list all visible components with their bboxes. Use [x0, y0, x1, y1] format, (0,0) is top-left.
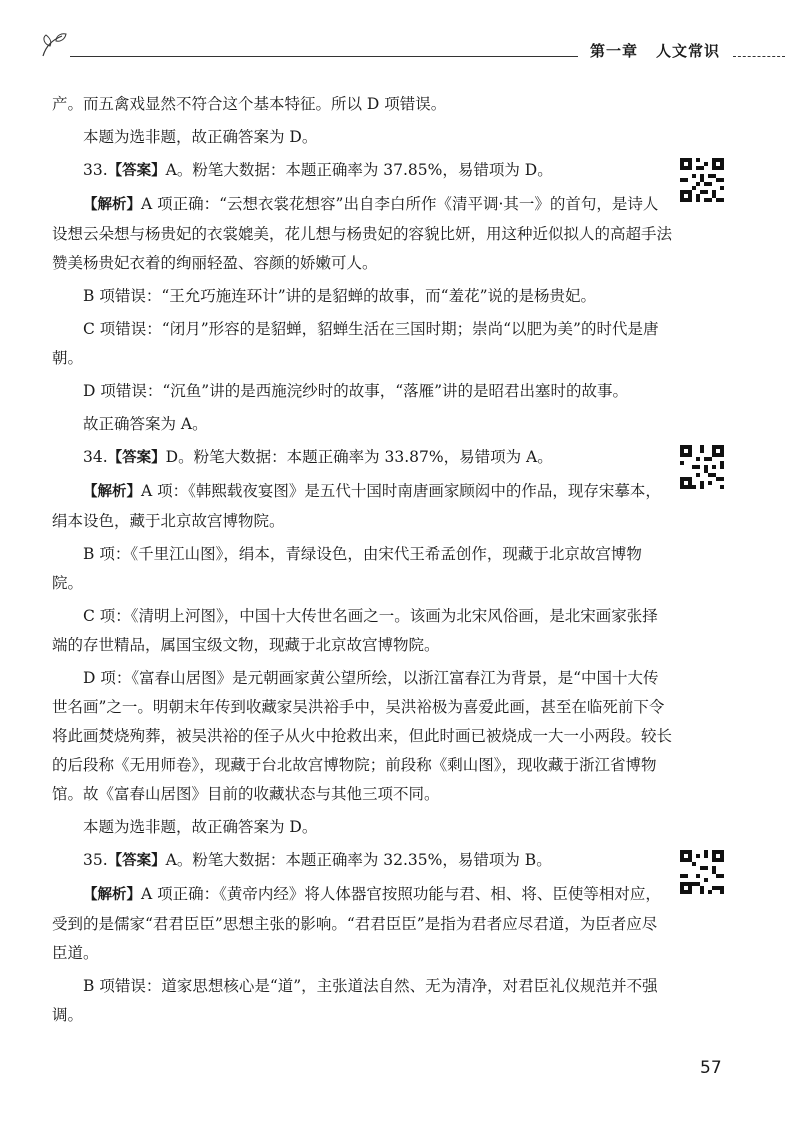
- section-label: 人文常识: [656, 42, 721, 60]
- paragraph: 故正确答案为 A。: [83, 415, 208, 433]
- answer-33: 33.【答案】A。粉笔大数据：本题正确率为 37.85%，易错项为 D。: [83, 161, 553, 179]
- answer-35: 35.【答案】A。粉笔大数据：本题正确率为 32.35%，易错项为 B。: [83, 851, 552, 869]
- analysis-33: 【解析】A 项正确：“云想衣裳花想容”出自李白所作《清平调·其一》的首句，是诗人设想云朵想与杨贵妃的衣裳媲美，花儿想与杨贵妃的容貌比妍，用这种近似拟人的高超手法赞美杨贵妃衣着的绚丽轻盈、容颜的娇嫩可人。: [52, 195, 673, 272]
- header-dash-rule: [733, 56, 785, 57]
- qr-code-icon[interactable]: [680, 158, 724, 202]
- paragraph: D 项：《富春山居图》是元朝画家黄公望所绘，以浙江富春江为背景，是“中国十大传世名画”之一。明朝末年传到收藏家吴洪裕手中，吴洪裕极为喜爱此画，甚至在临死前下令将此画焚烧殉葬，被吴洪裕的侄子从火中抢救出来，但此时画已被烧成一大一小两段。较长的后段称《无用师卷》，现藏于台北故宫博物院；前段称《剩山图》，现收藏于浙江省博物馆。故《富春山居图》目前的收藏状态与其他三项不同。: [52, 669, 673, 803]
- paragraph: B 项：《千里江山图》，绢本，青绿设色，由宋代王希孟创作，现藏于北京故宫博物院。: [52, 545, 642, 592]
- analysis-35: 【解析】A 项正确：《黄帝内经》将人体器官按照功能与君、相、将、臣使等相对应，受到的是儒家“君君臣臣”思想主张的影响。“君君臣臣”是指为君者应尽君道，为臣者应尽臣道。: [52, 885, 661, 962]
- answer-tag: 【答案】: [107, 163, 166, 179]
- analysis-tag: 【解析】: [83, 484, 141, 500]
- analysis-34: 【解析】A 项：《韩熙载夜宴图》是五代十国时南唐画家顾闳中的作品，现存宋摹本，绢本设色，藏于北京故宫博物院。: [52, 482, 661, 530]
- page-header: [0, 0, 800, 70]
- paragraph: B 项错误：“王允巧施连环计”讲的是貂蝉的故事，而“羞花”说的是杨贵妃。: [83, 287, 597, 305]
- answer-tag: 【答案】: [107, 450, 166, 466]
- paragraph: 产。而五禽戏显然不符合这个基本特征。所以 D 项错误。: [52, 95, 447, 113]
- chapter-label: 第一章: [590, 42, 639, 60]
- paragraph: B 项错误：道家思想核心是“道”，主张道法自然、无为清净，对君臣礼仪规范并不强调。: [52, 977, 658, 1024]
- paragraph: C 项错误：“闭月”形容的是貂蝉，貂蝉生活在三国时期；崇尚“以肥为美”的时代是唐朝。: [52, 320, 659, 367]
- question-number: 34.: [83, 448, 108, 466]
- paragraph: 本题为选非题，故正确答案为 D。: [83, 128, 318, 146]
- question-number: 35.: [83, 851, 108, 869]
- paragraph: C 项：《清明上河图》，中国十大传世名画之一。该画为北宋风俗画，是北宋画家张择端的存世精品，属国宝级文物，现藏于北京故宫博物院。: [52, 607, 658, 654]
- question-number: 33.: [83, 161, 108, 179]
- answer-tag: 【答案】: [107, 853, 166, 869]
- qr-code-icon[interactable]: [680, 850, 724, 894]
- paragraph: D 项错误：“沉鱼”讲的是西施浣纱时的故事，“落雁”讲的是昭君出塞时的故事。: [83, 382, 629, 400]
- answer-34: 34.【答案】D。粉笔大数据：本题正确率为 33.87%，易错项为 A。: [83, 448, 553, 466]
- analysis-tag: 【解析】: [83, 197, 141, 213]
- leaf-ornament-icon: [40, 32, 70, 62]
- header-rule: [70, 56, 578, 57]
- paragraph: 本题为选非题，故正确答案为 D。: [83, 818, 318, 836]
- page-body: [52, 90, 672, 1034]
- page-number: 57: [700, 1058, 722, 1078]
- analysis-tag: 【解析】: [83, 887, 141, 903]
- qr-code-icon[interactable]: [680, 445, 724, 489]
- chapter-title: [590, 40, 720, 61]
